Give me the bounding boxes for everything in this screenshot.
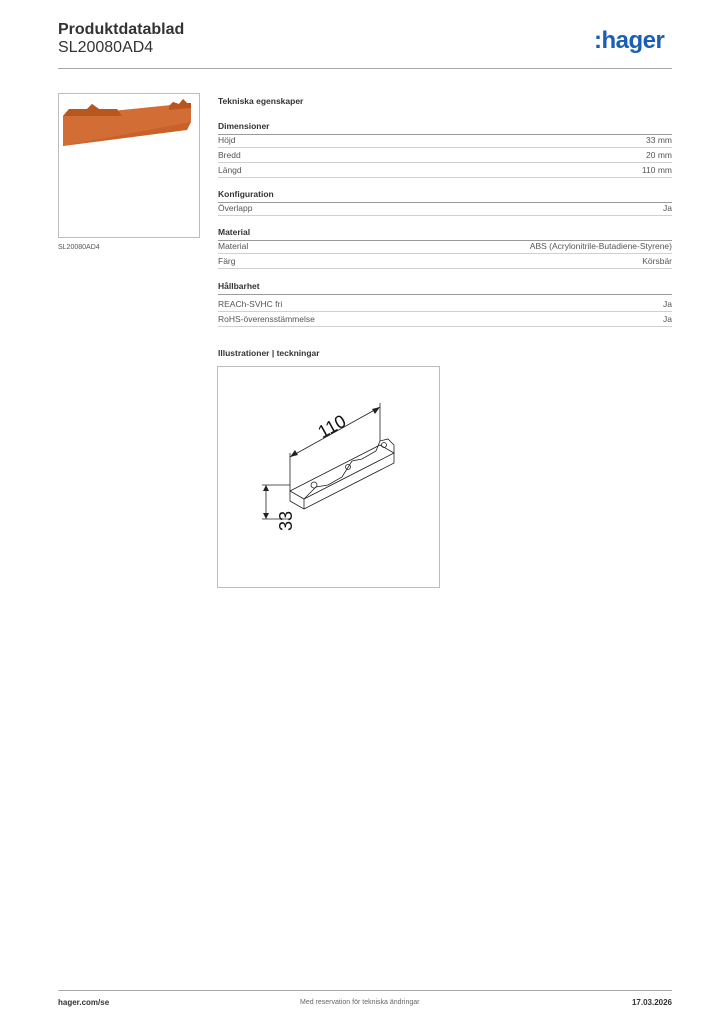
spec-label: RoHS-överensstämmelse [218, 314, 315, 324]
product-image [58, 93, 200, 238]
product-code: SL20080AD4 [58, 39, 154, 56]
height-dimension-label: 33 [276, 510, 296, 531]
spec-value: 33 mm [646, 135, 672, 145]
group-title-configuration: Konfiguration [218, 189, 672, 203]
footer-website: hager.com/se [58, 998, 110, 1007]
spec-label: REACh-SVHC fri [218, 299, 283, 309]
spec-label: Färg [218, 256, 236, 266]
spec-value: Ja [663, 314, 672, 324]
group-title-material: Material [218, 227, 672, 241]
spec-label: Längd [218, 165, 242, 175]
product-image-caption: SL20080AD4 [58, 244, 100, 251]
spec-row [218, 239, 672, 254]
spec-value: Ja [663, 299, 672, 309]
spec-row [218, 163, 672, 178]
spec-row [218, 201, 672, 216]
spec-value: 20 mm [646, 150, 672, 160]
document-title: Produktdatablad [58, 21, 185, 38]
length-dimension-label: 110 [314, 410, 350, 443]
spec-row [218, 254, 672, 269]
spec-value: 110 mm [641, 165, 672, 175]
group-title-sustainability: Hållbarhet [218, 281, 672, 295]
spec-label: Bredd [218, 150, 241, 160]
dimension-drawing [218, 367, 439, 587]
footer-date: 17.03.2026 [631, 998, 672, 1007]
group-title-dimensions: Dimensioner [218, 121, 672, 135]
illustrations-heading: Illustrationer | teckningar [218, 348, 320, 358]
product-photo [59, 94, 199, 237]
spec-label: Material [218, 241, 249, 251]
header-divider [58, 68, 672, 69]
spec-row [218, 148, 672, 163]
spec-label: Höjd [218, 135, 236, 145]
technical-drawing [217, 366, 440, 588]
spec-label: Överlapp [218, 203, 253, 213]
hager-logo: :hager [594, 27, 665, 54]
footer-disclaimer: Med reservation för tekniska ändringar [300, 999, 420, 1006]
spec-value: ABS (Acrylonitrile-Butadiene-Styrene) [529, 241, 672, 251]
spec-value: Körsbär [642, 256, 672, 266]
spec-row [218, 297, 672, 312]
spec-value: Ja [663, 203, 672, 213]
spec-row [218, 312, 672, 327]
footer-divider [58, 990, 672, 991]
specs-heading: Tekniska egenskaper [218, 96, 304, 106]
spec-row [218, 133, 672, 148]
